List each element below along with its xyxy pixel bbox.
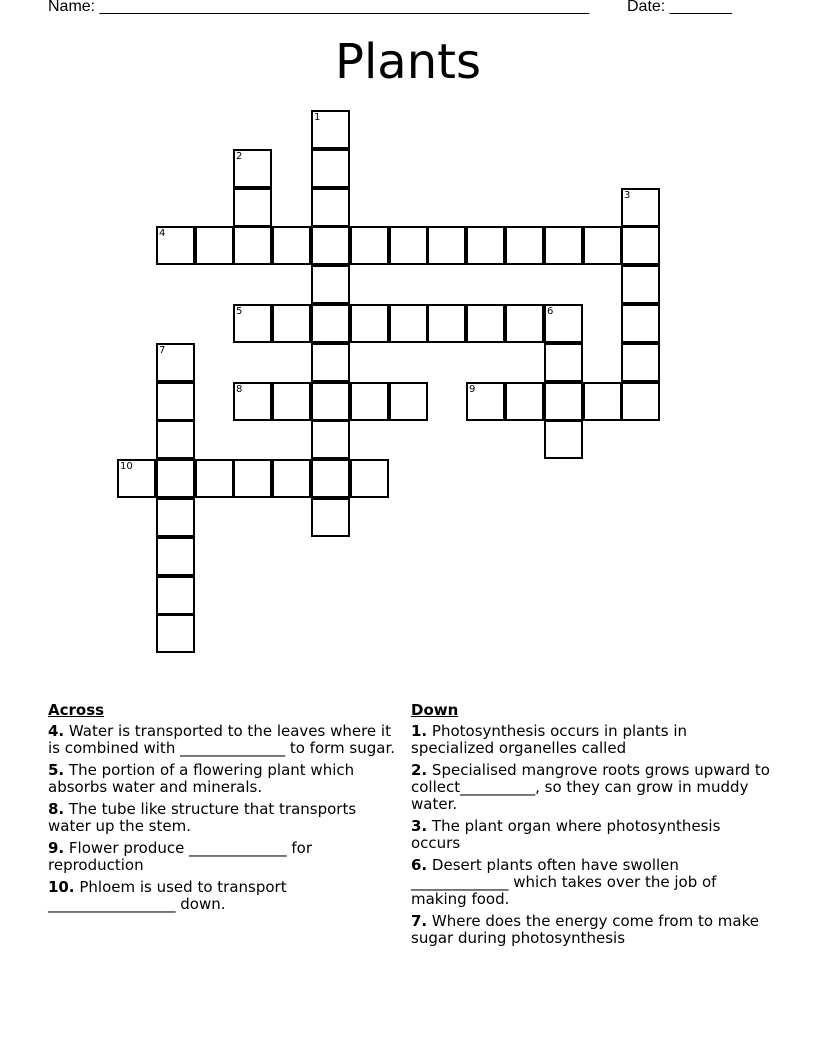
- cell-number: 6: [547, 306, 554, 317]
- clue-text: Water is transported to the leaves where it is combined with ______________ to form sugar.: [48, 722, 396, 757]
- crossword-cell[interactable]: [311, 343, 350, 382]
- crossword-cell[interactable]: [505, 226, 544, 265]
- crossword-cell[interactable]: [311, 265, 350, 304]
- clue-down-3: [411, 818, 771, 852]
- cell-number: 1: [314, 112, 321, 123]
- down-clues: [411, 702, 771, 952]
- crossword-cell[interactable]: [272, 382, 311, 421]
- clue-number: 4.: [48, 722, 65, 740]
- crossword-cell[interactable]: [389, 226, 428, 265]
- cell-number: 5: [236, 306, 243, 317]
- crossword-cell[interactable]: [156, 343, 195, 382]
- across-heading: Across: [48, 701, 105, 719]
- crossword-cell[interactable]: [311, 420, 350, 459]
- clue-text: Phloem is used to transport _________________ down.: [48, 878, 287, 913]
- clue-number: 2.: [411, 761, 428, 779]
- clue-across-5: [48, 762, 398, 796]
- crossword-cell[interactable]: [156, 420, 195, 459]
- crossword-cell[interactable]: [117, 459, 156, 498]
- clue-number: 7.: [411, 912, 428, 930]
- clue-number: 5.: [48, 761, 65, 779]
- crossword-cell[interactable]: [427, 304, 466, 343]
- clue-number: 8.: [48, 800, 65, 818]
- clue-across-8: [48, 801, 398, 835]
- clue-across-4: [48, 723, 398, 757]
- cell-number: 8: [236, 384, 243, 395]
- crossword-cell[interactable]: [195, 459, 234, 498]
- crossword-cell[interactable]: [621, 382, 660, 421]
- crossword-cell[interactable]: [311, 188, 350, 227]
- across-clues: [48, 702, 398, 918]
- clue-down-7: [411, 913, 771, 947]
- crossword-cell[interactable]: [621, 226, 660, 265]
- crossword-cell[interactable]: [466, 382, 505, 421]
- crossword-cell[interactable]: [233, 304, 272, 343]
- crossword-cell[interactable]: [544, 382, 583, 421]
- crossword-cell[interactable]: [350, 459, 389, 498]
- clue-text: The portion of a flowering plant which absorbs water and minerals.: [48, 761, 355, 796]
- name-field[interactable]: Name: _______________________________________________________: [48, 0, 589, 15]
- clue-number: 9.: [48, 839, 65, 857]
- crossword-cell[interactable]: [156, 382, 195, 421]
- cell-number: 2: [236, 151, 243, 162]
- crossword-cell[interactable]: [233, 382, 272, 421]
- clue-text: Specialised mangrove roots grows upward to collect__________, so they can grow in muddy water.: [411, 761, 770, 813]
- clue-across-10: [48, 879, 398, 913]
- cell-number: 4: [159, 228, 166, 239]
- crossword-cell[interactable]: [156, 498, 195, 537]
- crossword-cell[interactable]: [156, 576, 195, 615]
- crossword-cell[interactable]: [544, 226, 583, 265]
- crossword-cell[interactable]: [466, 304, 505, 343]
- clue-number: 3.: [411, 817, 428, 835]
- crossword-cell[interactable]: [233, 459, 272, 498]
- down-heading: Down: [411, 701, 459, 719]
- clue-down-6: [411, 857, 771, 908]
- crossword-cell[interactable]: [505, 304, 544, 343]
- clue-text: Desert plants often have swollen _____________ which takes over the job of making food.: [411, 856, 717, 908]
- crossword-cell[interactable]: [350, 226, 389, 265]
- clue-text: Flower produce _____________ for reproduction: [48, 839, 313, 874]
- clue-text: The tube like structure that transports water up the stem.: [48, 800, 357, 835]
- cell-number: 9: [469, 384, 476, 395]
- cell-number: 7: [159, 345, 166, 356]
- crossword-cell[interactable]: [311, 459, 350, 498]
- crossword-cell[interactable]: [311, 498, 350, 537]
- cell-number: 10: [120, 461, 133, 472]
- clue-text: Where does the energy come from to make sugar during photosynthesis: [411, 912, 759, 947]
- crossword-cell[interactable]: [583, 226, 622, 265]
- crossword-cell[interactable]: [311, 382, 350, 421]
- crossword-cell[interactable]: [156, 226, 195, 265]
- clue-down-1: [411, 723, 771, 757]
- crossword-cell[interactable]: [311, 304, 350, 343]
- crossword-cell[interactable]: [350, 304, 389, 343]
- crossword-cell[interactable]: [233, 149, 272, 188]
- date-field[interactable]: Date: _______: [627, 0, 732, 15]
- crossword-cell[interactable]: [621, 188, 660, 227]
- crossword-cell[interactable]: [156, 459, 195, 498]
- clue-number: 10.: [48, 878, 75, 896]
- clue-number: 1.: [411, 722, 428, 740]
- clue-number: 6.: [411, 856, 428, 874]
- crossword-cell[interactable]: [505, 382, 544, 421]
- crossword-cell[interactable]: [311, 149, 350, 188]
- crossword-cell[interactable]: [350, 382, 389, 421]
- cell-number: 3: [624, 190, 631, 201]
- crossword-cell[interactable]: [544, 343, 583, 382]
- crossword-cell[interactable]: [621, 265, 660, 304]
- crossword-cell[interactable]: [544, 304, 583, 343]
- crossword-cell[interactable]: [156, 537, 195, 576]
- clue-down-2: [411, 762, 771, 813]
- crossword-cell[interactable]: [233, 226, 272, 265]
- crossword-cell[interactable]: [621, 304, 660, 343]
- crossword-cell[interactable]: [195, 226, 234, 265]
- crossword-cell[interactable]: [583, 382, 622, 421]
- clue-text: The plant organ where photosynthesis occurs: [411, 817, 721, 852]
- clue-across-9: [48, 840, 398, 874]
- crossword-cell[interactable]: [466, 226, 505, 265]
- crossword-cell[interactable]: [311, 110, 350, 149]
- crossword-cell[interactable]: [272, 304, 311, 343]
- page-title: Plants: [335, 34, 481, 90]
- crossword-cell[interactable]: [272, 226, 311, 265]
- crossword-cell[interactable]: [272, 459, 311, 498]
- crossword-cell[interactable]: [389, 304, 428, 343]
- crossword-cell[interactable]: [544, 420, 583, 459]
- crossword-cell[interactable]: [427, 226, 466, 265]
- crossword-cell[interactable]: [389, 382, 428, 421]
- clue-text: Photosynthesis occurs in plants in specialized organelles called: [411, 722, 687, 757]
- crossword-cell[interactable]: [233, 188, 272, 227]
- crossword-cell[interactable]: [621, 343, 660, 382]
- crossword-cell[interactable]: [311, 226, 350, 265]
- crossword-cell[interactable]: [156, 614, 195, 653]
